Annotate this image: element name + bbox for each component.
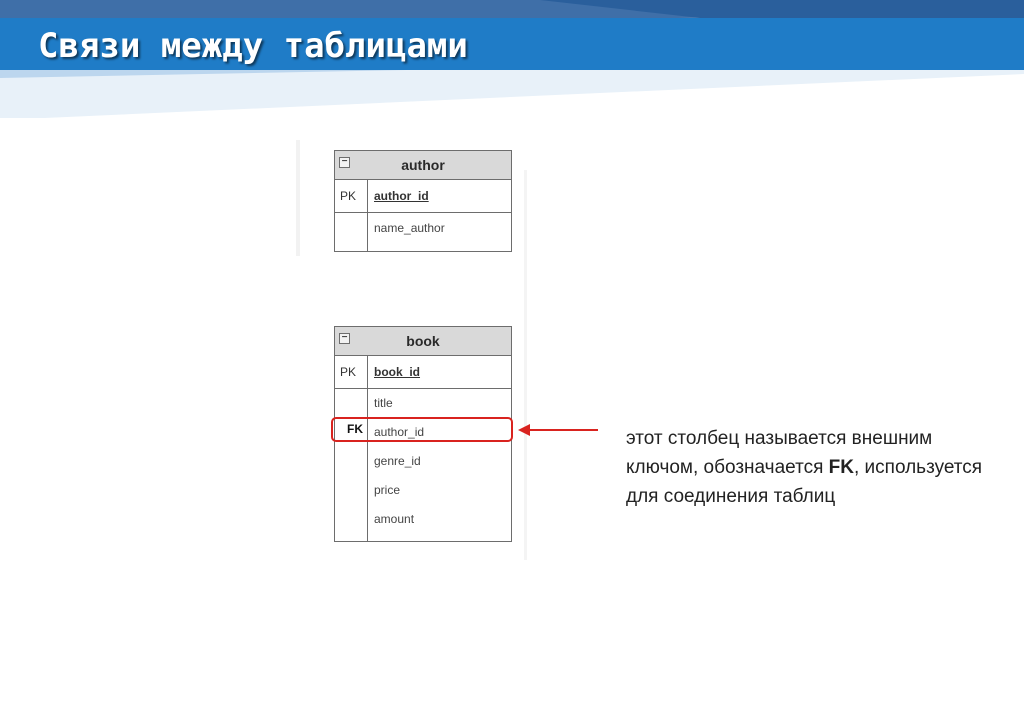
author-table-header	[335, 151, 511, 180]
author-attributes	[335, 213, 511, 251]
book-field-amount: amount	[374, 512, 415, 526]
author-key-column	[335, 213, 368, 251]
author-pk-row	[335, 180, 511, 213]
book-pk-row	[335, 356, 511, 389]
fk-label: FK	[347, 422, 363, 436]
book-pk-field: book_id	[374, 365, 421, 379]
book-field-column	[368, 389, 511, 541]
left-arrow-icon	[518, 421, 600, 439]
book-field-price: price	[374, 483, 401, 497]
book-attributes	[335, 389, 511, 541]
fk-explanation-text	[626, 424, 1006, 511]
callout-text-part2: , используется для соединения таблиц	[626, 457, 983, 507]
author-table-name: author	[401, 157, 445, 173]
book-table-header	[335, 327, 511, 356]
book-field-author-id: author_id	[374, 425, 425, 439]
book-field-genre-id: genre_id	[374, 454, 421, 468]
author-pk-field: author_id	[374, 189, 429, 203]
collapse-icon: −	[339, 157, 350, 168]
collapse-icon: −	[339, 333, 350, 344]
book-key-column	[335, 389, 368, 541]
book-table-name: book	[406, 333, 440, 349]
book-field-title: title	[374, 396, 393, 410]
header-banner	[0, 0, 1024, 118]
callout-fk-bold: FK	[828, 457, 854, 478]
author-table	[334, 150, 512, 252]
author-field-column	[368, 213, 511, 251]
fk-highlight-box	[331, 417, 513, 442]
pk-label: PK	[335, 180, 368, 212]
pk-label: PK	[335, 356, 368, 388]
callout-text-part1: этот столбец называется внешним ключом, обозначается	[626, 428, 933, 478]
slide-title: Связи между таблицами	[38, 26, 468, 66]
author-field-name-author: name_author	[374, 221, 445, 235]
